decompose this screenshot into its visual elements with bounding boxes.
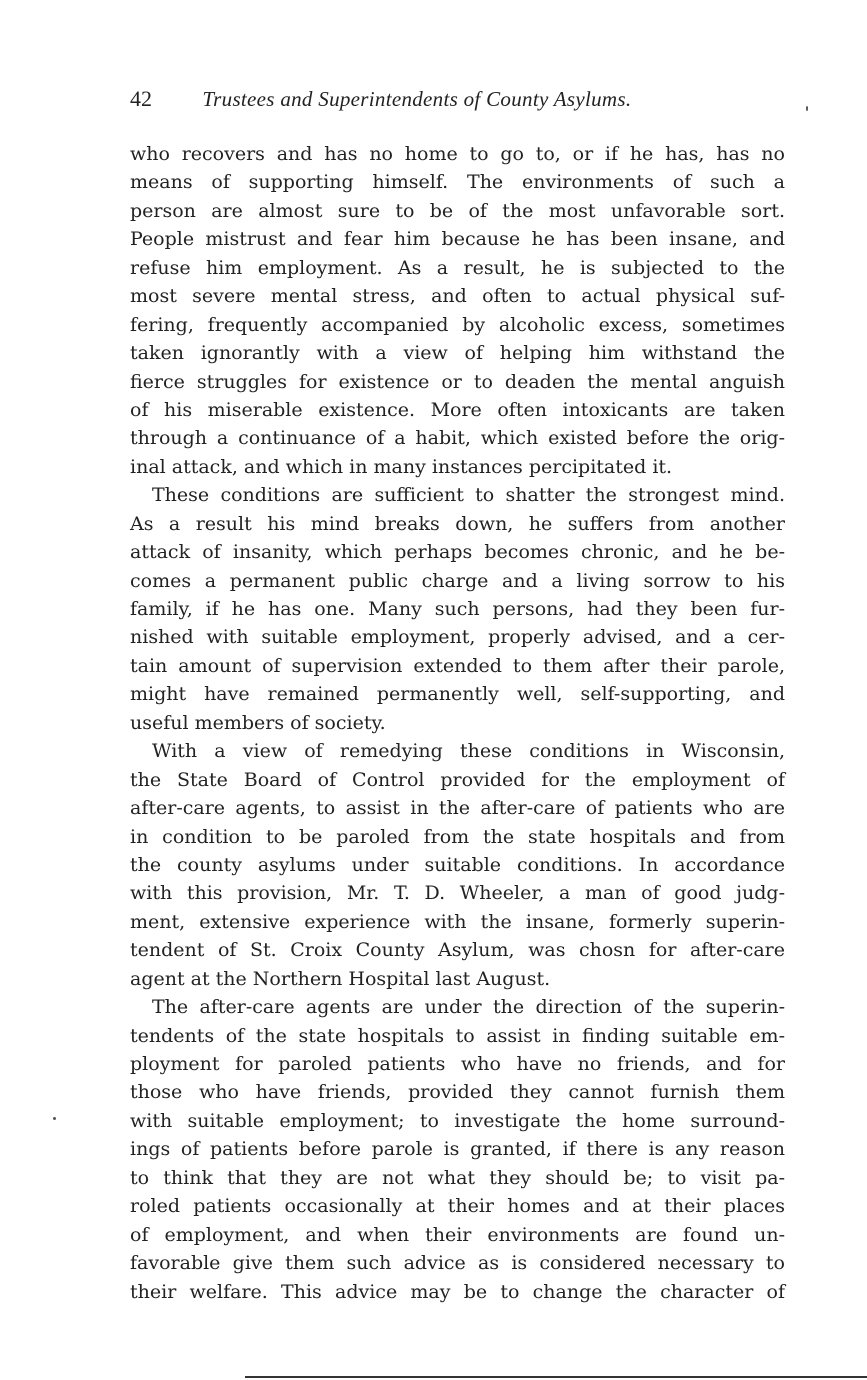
text-line: might have remained permanently well, self-supporting, and (130, 683, 785, 706)
text-line: the county asylums under suitable conditions. In accordance (130, 853, 785, 876)
text-line: ings of patients before parole is granted, if there is any reason (130, 1138, 785, 1161)
text-line: with this provision, Mr. T. D. Wheeler, a man of good judg- (130, 882, 785, 905)
text-line: person are almost sure to be of the most unfavorable sort. (130, 199, 785, 222)
page-header (130, 84, 730, 114)
running-head: Trustees and Superintendents of County Asylums. (202, 87, 632, 111)
text-line: means of supporting himself. The environments of such a (130, 171, 785, 194)
text-line: tain amount of supervision extended to them after their parole, (130, 654, 785, 677)
text-line: tendents of the state hospitals to assist in finding suitable em- (130, 1024, 785, 1047)
print-speck (53, 1117, 56, 1120)
text-line: taken ignorantly with a view of helping him withstand the (130, 342, 785, 365)
text-line: to think that they are not what they should be; to visit pa- (130, 1166, 785, 1189)
text-line: of his miserable existence. More often intoxicants are taken (130, 398, 785, 421)
text-line: refuse him employment. As a result, he is subjected to the (130, 256, 785, 279)
text-line: ployment for paroled patients who have no friends, and for (130, 1053, 785, 1075)
paragraph (130, 481, 785, 737)
page-number: 42 (130, 86, 152, 111)
text-line: after-care agents, to assist in the after-care of patients who are (130, 797, 785, 820)
text-line: most severe mental stress, and often to actual physical suf- (130, 285, 785, 308)
text-line: those who have friends, provided they cannot furnish them (130, 1081, 785, 1104)
text-line: in condition to be paroled from the state hospitals and from (130, 825, 785, 848)
text-line: As a result his mind breaks down, he suffers from another (130, 512, 785, 535)
text-line: useful members of society. (130, 711, 386, 734)
text-line: ment, extensive experience with the insane, formerly superin- (130, 910, 785, 933)
text-line: roled patients occasionally at their homes and at their places (130, 1195, 785, 1218)
text-line: of employment, and when their environments are found un- (130, 1223, 785, 1246)
text-line: The after-care agents are under the direction of the superin- (152, 996, 785, 1019)
paragraph (130, 993, 785, 1306)
text-line: nished with suitable employment, properly advised, and a cer- (130, 626, 785, 649)
text-line: with suitable employment; to investigate the home surround- (130, 1109, 785, 1132)
text-line: fierce struggles for existence or to deaden the mental anguish (130, 370, 785, 393)
text-line: who recovers and has no home to go to, or if he has, has no (130, 143, 785, 165)
text-line: comes a permanent public charge and a living sorrow to his (130, 569, 785, 592)
text-line: fering, frequently accompanied by alcoholic excess, sometimes (130, 313, 785, 336)
text-line: family, if he has one. Many such persons, had they been fur- (130, 598, 785, 620)
paragraph (130, 140, 785, 481)
text-line: People mistrust and fear him because he has been insane, and (130, 228, 785, 251)
text-line: With a view of remedying these conditions in Wisconsin, (152, 740, 785, 763)
text-line: inal attack, and which in many instances percipitated it. (130, 455, 673, 478)
body-text (130, 140, 785, 1306)
text-line: favorable give them such advice as is considered necessary to (130, 1252, 785, 1275)
text-line: the State Board of Control provided for the employment of (130, 768, 785, 791)
paragraph (130, 737, 785, 993)
text-line: through a continuance of a habit, which existed before the orig- (130, 427, 785, 450)
text-line: agent at the Northern Hospital last August. (130, 967, 551, 990)
text-line: attack of insanity, which perhaps becomes chronic, and he be- (130, 541, 785, 564)
text-line: tendent of St. Croix County Asylum, was chosn for after-care (130, 939, 785, 962)
text-line: These conditions are sufficient to shatter the strongest mind. (152, 484, 785, 507)
text-line: their welfare. This advice may be to change the character of (130, 1280, 785, 1303)
print-speck (806, 106, 808, 111)
page-bottom-rule (245, 1376, 867, 1378)
